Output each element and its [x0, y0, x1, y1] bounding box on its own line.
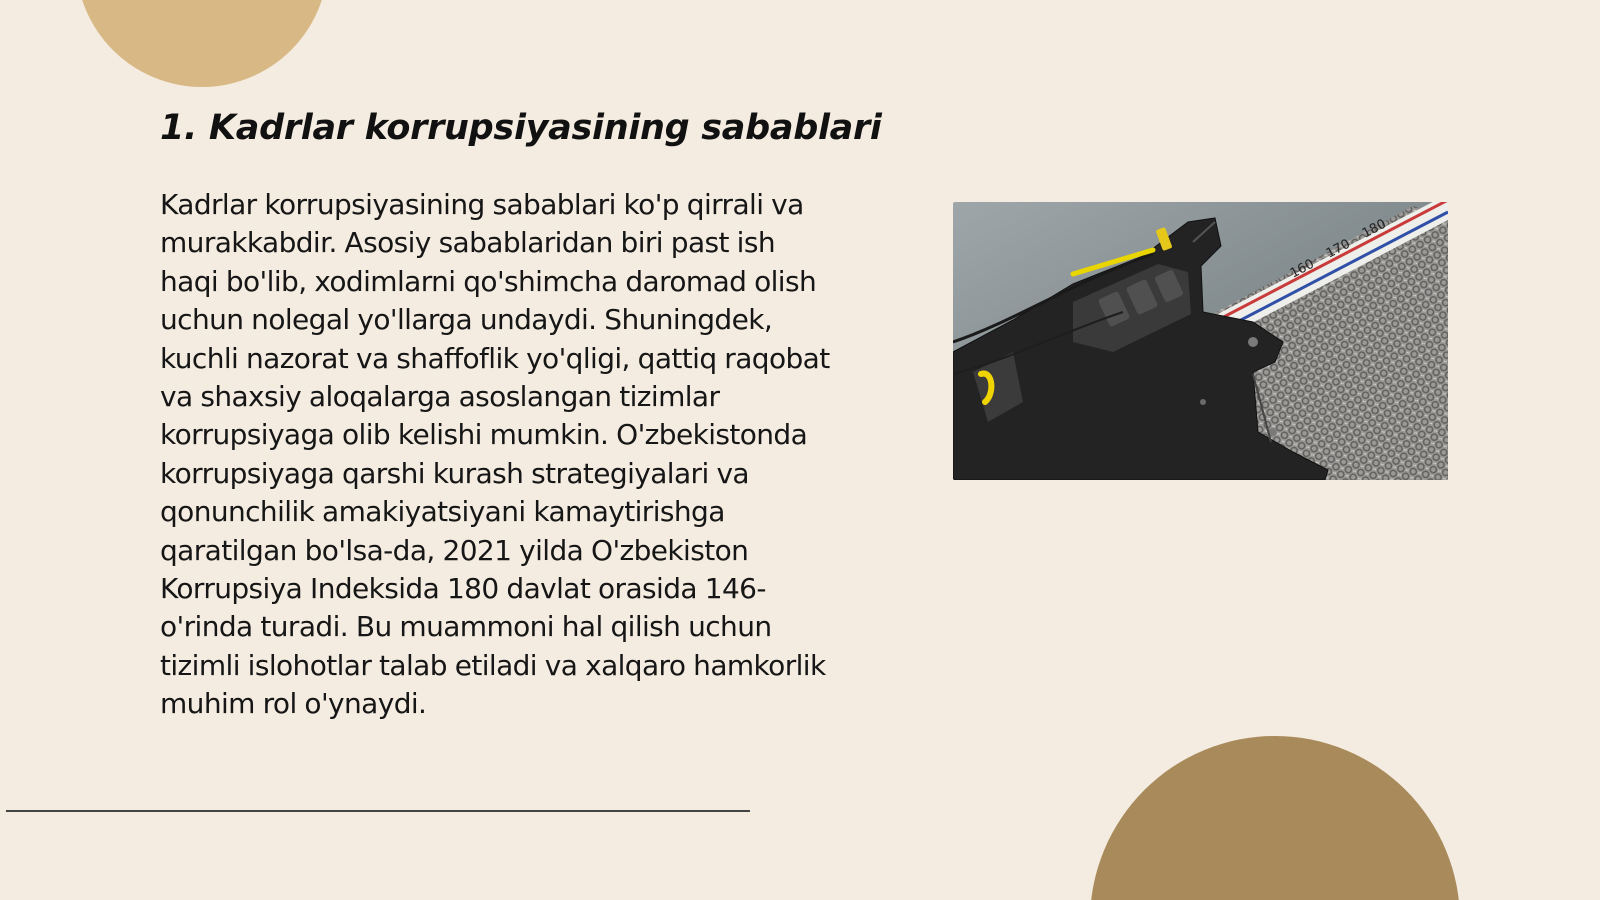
ruler-label-160: 160 [1287, 256, 1317, 282]
slide-title: 1. Kadrlar korrupsiyasining sabablari [160, 108, 882, 148]
ruler-label-180: 180 [1359, 216, 1389, 242]
divider-line [6, 810, 750, 812]
ruler-label-170: 170 [1323, 236, 1353, 262]
slide-body-text: Kadrlar korrupsiyasining sabablari ko'p qirrali va murakkabdir. Asosiy sabablaridan biri past ish haqi bo'lib, xodimlarni qo'shimcha daromad olish uchun nolegal yo'llarga undaydi. Shuningdek, kuchli nazorat va shaffoflik yo'qligi, qattiq raqobat va shaxsiy aloqalarga asoslangan tizimlar korrupsiyaga olib kelishi mumkin. O'zbekistonda korrupsiyaga qarshi kurash strategiyalari va qonunchilik amakiyatsiyani kamaytirishga qaratilgan bo'lsa-da, 2021 yilda O'zbekiston Korrupsiya Indeksida 180 davlat orasida 146-o'rinda turadi. Bu muammoni hal qilish uchun tizimli islohotlar talab etiladi va xalqaro hamkorlik muhim rol o'ynaydi. [160, 188, 830, 721]
decorative-circle-top [76, 0, 328, 87]
car-part-photo [953, 202, 1448, 480]
decorative-circle-bottom [1090, 736, 1460, 900]
